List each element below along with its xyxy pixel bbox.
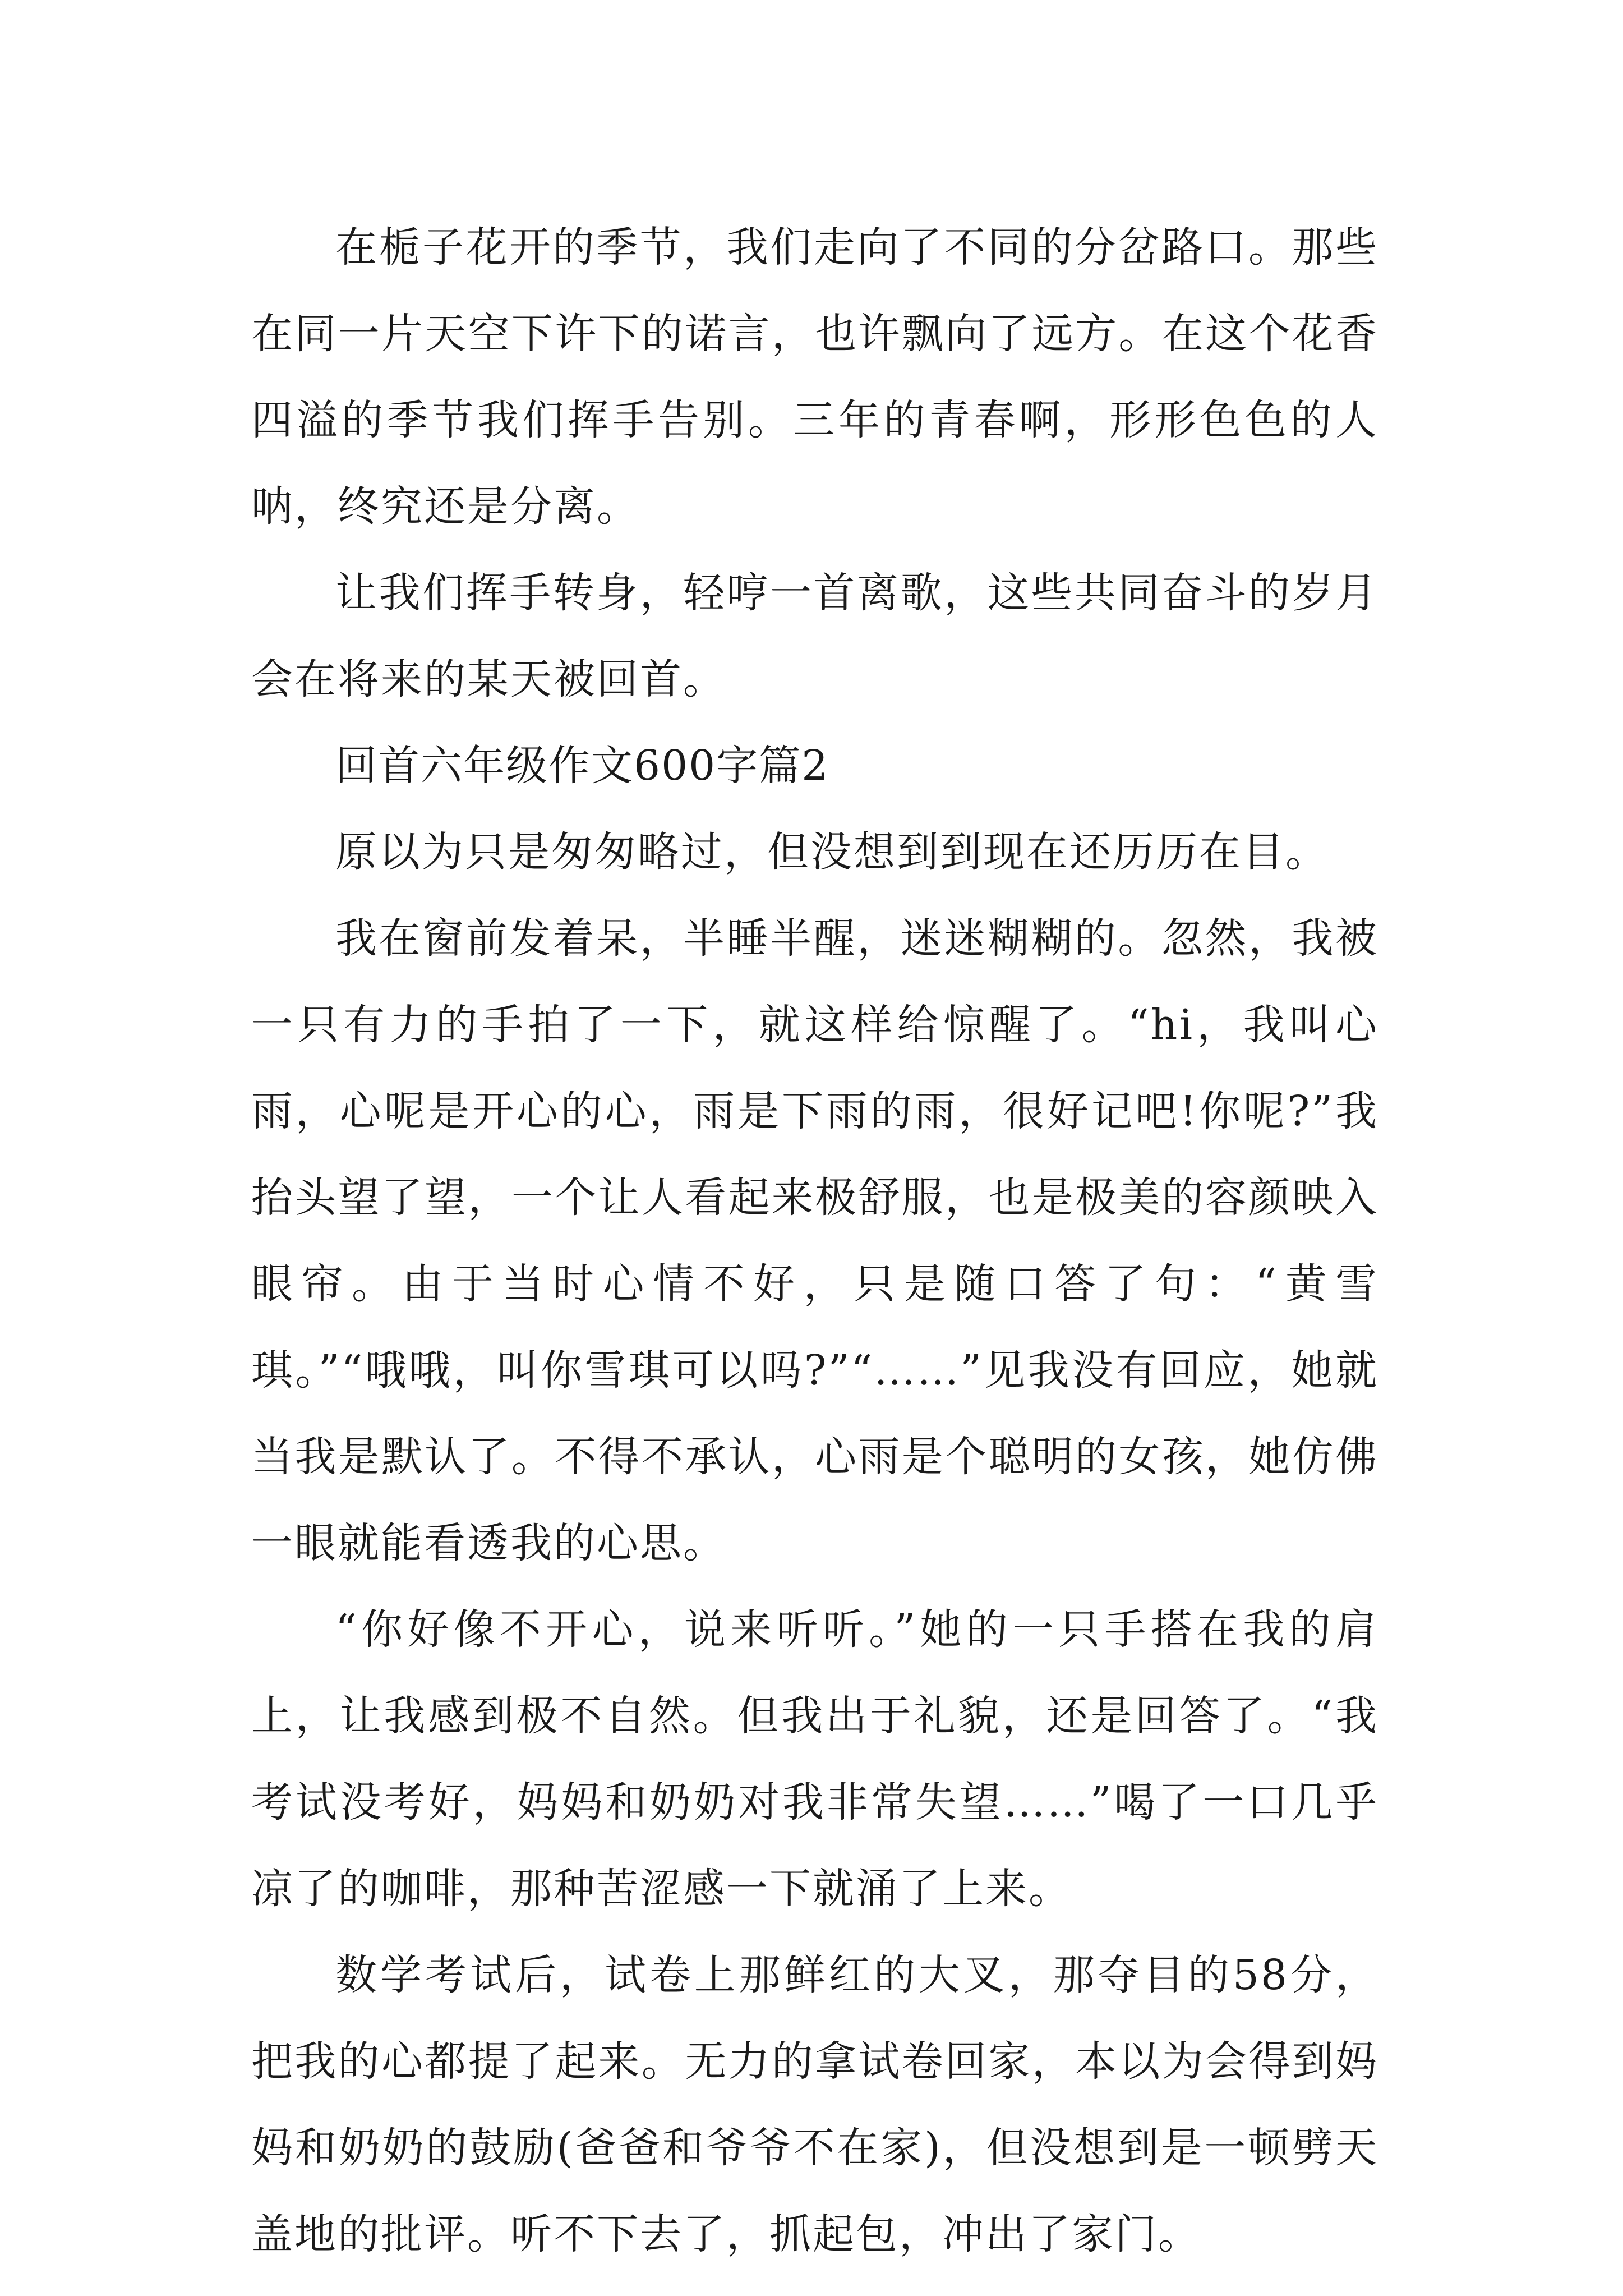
paragraph: 在栀子花开的季节，我们走向了不同的分岔路口。那些在同一片天空下许下的诺言，也许飘向了远方。在这个花香四溢的季节我们挥手告别。三年的青春啊，形形色色的人呐，终究还是分离。 (251, 223, 1378, 531)
section-heading: 回首六年级作文600字篇2 (335, 742, 829, 790)
paragraph: 原以为只是匆匆略过，但没想到到现在还历历在目。 (335, 828, 1329, 876)
document-page (251, 204, 1378, 2277)
paragraph: 数学考试后，试卷上那鲜红的大叉，那夺目的58分，把我的心都提了起来。无力的拿试卷回家，本以为会得到妈妈和奶奶的鼓励(爸爸和爷爷不在家)，但没想到是一顿劈天盖地的批评。听不下去了，抓起包，冲出了家门。 (251, 1951, 1378, 2258)
paragraph: “你好像不开心，说来听听。”她的一只手搭在我的肩上，让我感到极不自然。但我出于礼貌，还是回答了。“我考试没考好，妈妈和奶奶对我非常失望……”喝了一口几乎凉了的咖啡，那种苦涩感一下就涌了上来。 (251, 1605, 1378, 1913)
paragraph: 我在窗前发着呆，半睡半醒，迷迷糊糊的。忽然，我被一只有力的手拍了一下，就这样给惊醒了。“hi，我叫心雨，心呢是开心的心，雨是下雨的雨，很好记吧!你呢?”我抬头望了望，一个让人看起来极舒服，也是极美的容颜映入眼帘。由于当时心情不好，只是随口答了句：“黄雪琪。”“哦哦，叫你雪琪可以吗?”“……”见我没有回应，她就当我是默认了。不得不承认，心雨是个聪明的女孩，她仿佛一眼就能看透我的心思。 (251, 914, 1378, 1567)
paragraph: 让我们挥手转身，轻哼一首离歌，这些共同奋斗的岁月会在将来的某天被回首。 (251, 569, 1378, 703)
